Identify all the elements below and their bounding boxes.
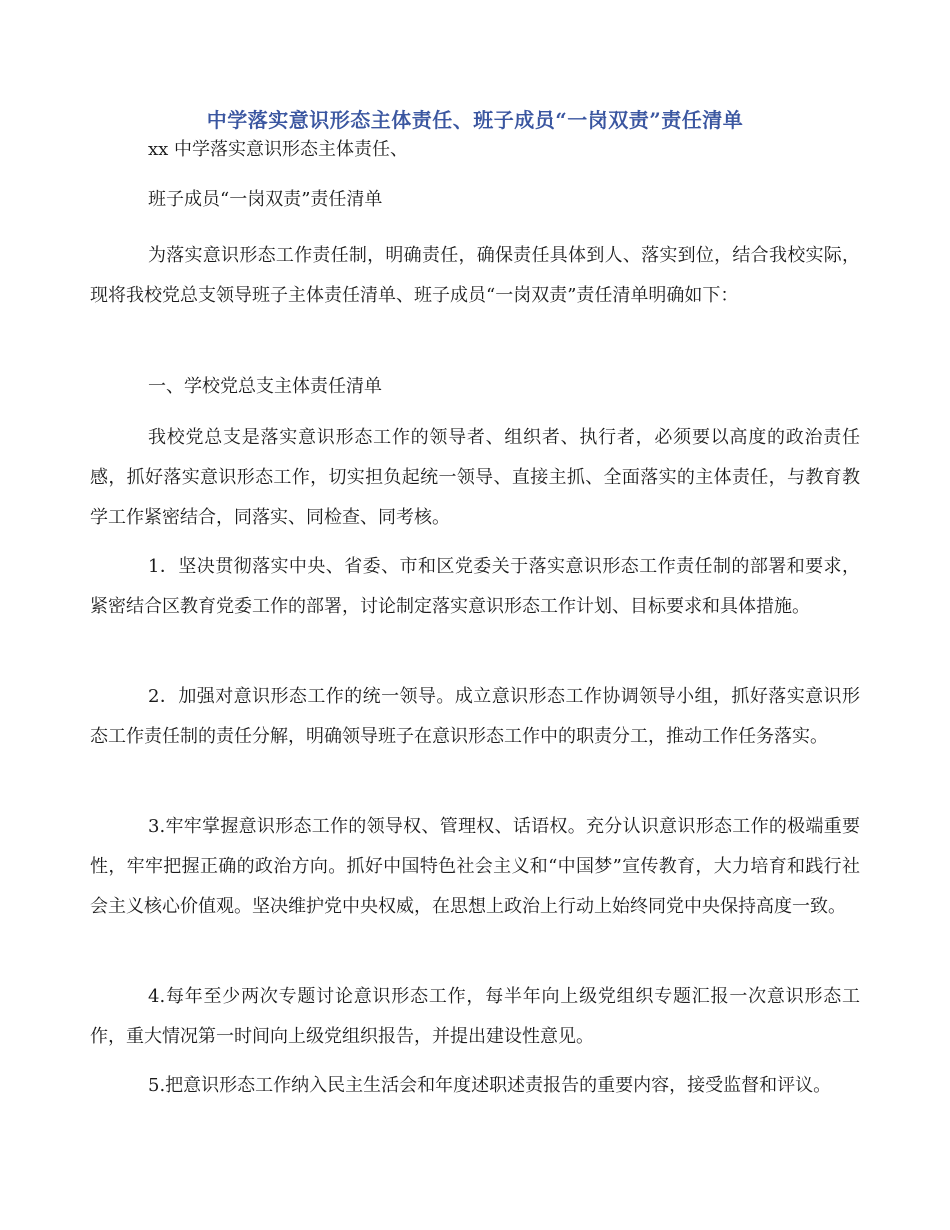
list-item-1: 1．坚决贯彻落实中央、省委、市和区党委关于落实意识形态工作责任制的部署和要求，紧密结合区教育党委工作的部署，讨论制定落实意识形态工作计划、目标要求和具体措施。 bbox=[90, 556, 860, 617]
list-item-2: 2．加强对意识形态工作的统一领导。成立意识形态工作协调领导小组，抓好落实意识形态工作责任制的责任分解，明确领导班子在意识形态工作中的职责分工，推动工作任务落实。 bbox=[90, 686, 860, 747]
list-item-3: 3.牢牢掌握意识形态工作的领导权、管理权、话语权。充分认识意识形态工作的极端重要性，牢牢把握正确的政治方向。抓好中国特色社会主义和“中国梦”宣传教育，大力培育和践行社会主义核心价值观。坚决维护党中央权威，在思想上政治上行动上始终同党中央保持高度一致。 bbox=[90, 816, 860, 917]
section-heading: 一、学校党总支主体责任清单 bbox=[148, 376, 382, 397]
list-item-5: 5.把意识形态工作纳入民主生活会和年度述职述责报告的重要内容，接受监督和评议。 bbox=[148, 1075, 832, 1096]
intro-paragraph: 为落实意识形态工作责任制，明确责任，确保责任具体到人、落实到位，结合我校实际，现将我校党总支领导班子主体责任清单、班子成员“一岗双责”责任清单明确如下： bbox=[90, 245, 860, 306]
subtitle-line-1: xx 中学落实意识形态主体责任、 bbox=[148, 139, 409, 160]
list-item-4: 4.每年至少两次专题讨论意识形态工作，每半年向上级党组织专题汇报一次意识形态工作，重大情况第一时间向上级党组织报告，并提出建设性意见。 bbox=[90, 986, 860, 1047]
document-title: 中学落实意识形态主体责任、班子成员“一岗双责”责任清单 bbox=[206, 108, 744, 132]
section-intro-paragraph: 我校党总支是落实意识形态工作的领导者、组织者、执行者，必须要以高度的政治责任感，抓好落实意识形态工作，切实担负起统一领导、直接主抓、全面落实的主体责任，与教育教学工作紧密结合，同落实、同检查、同考核。 bbox=[90, 427, 860, 528]
subtitle-line-2: 班子成员“一岗双责”责任清单 bbox=[148, 189, 383, 210]
